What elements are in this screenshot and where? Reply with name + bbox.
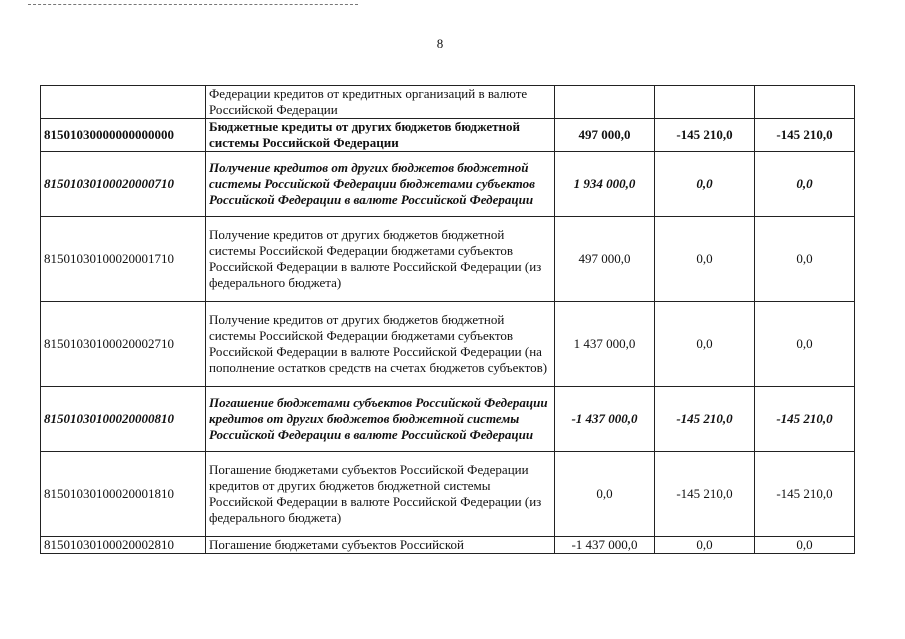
table-row [41, 119, 855, 152]
table-row [41, 152, 855, 217]
row-code: 81501030100020002810 [41, 537, 206, 554]
row-name: Федерации кредитов от кредитных организаций в валюте Российской Федерации [206, 86, 555, 119]
table-row [41, 302, 855, 387]
row-value-year-2: -145 210,0 [655, 452, 755, 537]
row-value-year-2 [655, 86, 755, 119]
row-name: Погашение бюджетами субъектов Российской Федерации кредитов от других бюджетов бюджетной системы Российской Федерации в валюте Российской Федерации (из федерального бюджета) [206, 452, 555, 537]
row-code [41, 86, 206, 119]
row-code: 81501030100020001710 [41, 217, 206, 302]
row-name: Погашение бюджетами субъектов Российской [206, 537, 555, 554]
table-row [41, 387, 855, 452]
row-value-year-3: 0,0 [755, 537, 855, 554]
table-row [41, 537, 855, 554]
row-value-year-3: -145 210,0 [755, 452, 855, 537]
page-number: 8 [436, 36, 444, 51]
row-code: 81501030100020000710 [41, 152, 206, 217]
row-name: Получение кредитов от других бюджетов бюджетной системы Российской Федерации бюджетами субъектов Российской Федерации в валюте Российской Федерации [206, 152, 555, 217]
row-name: Бюджетные кредиты от других бюджетов бюджетной системы Российской Федерации [206, 119, 555, 152]
row-name: Получение кредитов от других бюджетов бюджетной системы Российской Федерации бюджетами субъектов Российской Федерации в валюте Российской Федерации (на пополнение остатков средств на счетах бюджетов субъектов) [206, 302, 555, 387]
row-code: 81501030100020001810 [41, 452, 206, 537]
row-name: Погашение бюджетами субъектов Российской Федерации кредитов от других бюджетов бюджетной системы Российской Федерации в валюте Российской Федерации [206, 387, 555, 452]
row-value-year-1 [555, 86, 655, 119]
row-value-year-1: 0,0 [555, 452, 655, 537]
table-row [41, 452, 855, 537]
row-value-year-2: -145 210,0 [655, 387, 755, 452]
top-scan-rule [28, 4, 358, 5]
row-name: Получение кредитов от других бюджетов бюджетной системы Российской Федерации бюджетами субъектов Российской Федерации в валюте Российской Федерации (из федерального бюджета) [206, 217, 555, 302]
row-value-year-3: -145 210,0 [755, 119, 855, 152]
row-code: 81501030000000000000 [41, 119, 206, 152]
table-row [41, 217, 855, 302]
row-value-year-2: 0,0 [655, 217, 755, 302]
row-value-year-2: -145 210,0 [655, 119, 755, 152]
row-value-year-2: 0,0 [655, 152, 755, 217]
row-value-year-3: 0,0 [755, 217, 855, 302]
row-value-year-3 [755, 86, 855, 119]
row-value-year-3: 0,0 [755, 152, 855, 217]
row-value-year-3: -145 210,0 [755, 387, 855, 452]
row-value-year-2: 0,0 [655, 302, 755, 387]
row-code: 81501030100020002710 [41, 302, 206, 387]
row-code: 81501030100020000810 [41, 387, 206, 452]
row-value-year-1: 1 934 000,0 [555, 152, 655, 217]
table-row [41, 86, 855, 119]
row-value-year-1: -1 437 000,0 [555, 537, 655, 554]
budget-sources-table [40, 85, 855, 554]
row-value-year-1: 1 437 000,0 [555, 302, 655, 387]
row-value-year-2: 0,0 [655, 537, 755, 554]
row-value-year-1: -1 437 000,0 [555, 387, 655, 452]
row-value-year-1: 497 000,0 [555, 119, 655, 152]
row-value-year-3: 0,0 [755, 302, 855, 387]
row-value-year-1: 497 000,0 [555, 217, 655, 302]
